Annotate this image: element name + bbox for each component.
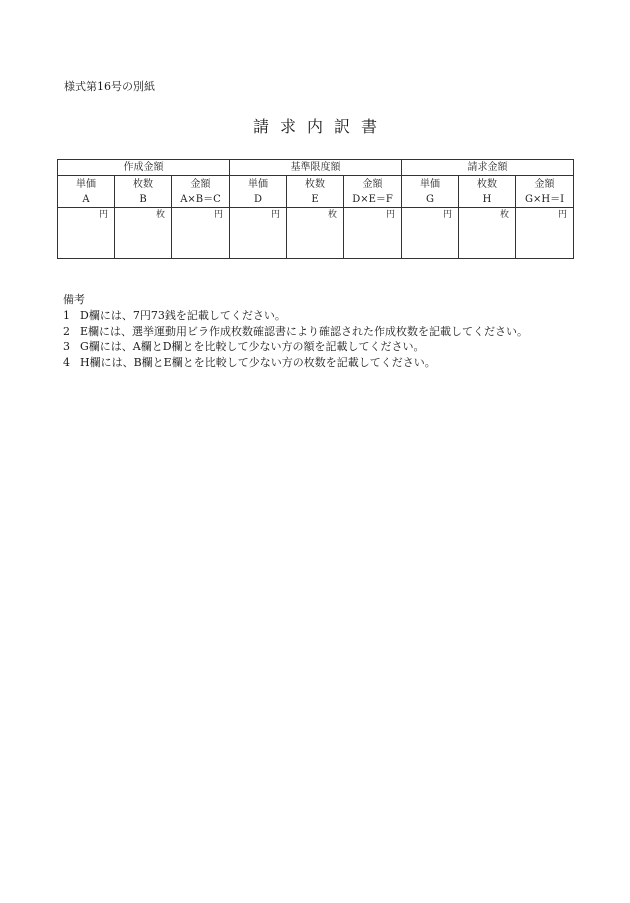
column-code: B xyxy=(139,193,147,205)
group-created-amount: 作成金額 xyxy=(58,160,230,176)
breakdown-table xyxy=(57,159,574,259)
column-name: 単価 xyxy=(76,178,96,190)
column-header xyxy=(58,176,115,208)
remark-item xyxy=(63,324,528,340)
remark-item xyxy=(63,355,528,371)
value-cell-c: 円 xyxy=(172,208,230,259)
value-cell-d: 円 xyxy=(230,208,287,259)
document-title: 請求内訳書 xyxy=(252,117,388,136)
group-header-row xyxy=(58,160,574,176)
group-claim-amount: 請求金額 xyxy=(402,160,574,176)
column-header xyxy=(402,176,459,208)
remark-item xyxy=(63,308,528,324)
remark-number: 4 xyxy=(63,355,70,369)
form-number: 様式第16号の別紙 xyxy=(64,80,155,93)
remark-number: 2 xyxy=(63,324,70,338)
remark-number: 1 xyxy=(63,309,70,322)
value-cell-a: 円 xyxy=(58,208,115,259)
column-header xyxy=(459,176,516,208)
column-name: 枚数 xyxy=(133,178,153,190)
value-cell-e: 枚 xyxy=(287,208,344,259)
value-cell-i: 円 xyxy=(516,208,574,259)
group-standard-limit: 基準限度額 xyxy=(230,160,402,176)
column-code: D×E＝F xyxy=(352,193,393,205)
column-code: A xyxy=(82,193,90,205)
column-header xyxy=(516,176,574,208)
remark-text: D欄には、7円73銭を記載してください。 xyxy=(80,309,286,322)
column-header xyxy=(230,176,287,208)
column-name: 金額 xyxy=(190,178,211,190)
column-code: H xyxy=(482,193,492,205)
remark-number: 3 xyxy=(63,340,70,353)
remark-text: G欄には、A欄とD欄とを比較して少ない方の額を記載してください。 xyxy=(80,340,425,353)
column-name: 枚数 xyxy=(477,178,498,190)
column-header xyxy=(287,176,344,208)
remark-text: H欄には、B欄とE欄とを比較して少ない方の枚数を記載してください。 xyxy=(80,355,436,369)
column-header xyxy=(344,176,402,208)
value-row xyxy=(58,208,574,259)
column-header-row xyxy=(58,176,574,208)
column-header xyxy=(172,176,230,208)
value-cell-f: 円 xyxy=(344,208,402,259)
column-code: A×B＝C xyxy=(180,193,221,205)
remark-item xyxy=(63,339,528,355)
remark-text: E欄には、選挙運動用ビラ作成枚数確認書により確認された作成枚数を記載してください。 xyxy=(80,324,529,338)
column-name: 単価 xyxy=(248,178,269,190)
column-code: E xyxy=(311,193,319,205)
column-name: 金額 xyxy=(534,178,555,190)
column-name: 金額 xyxy=(362,178,383,190)
column-code: D xyxy=(254,193,263,205)
column-code: G xyxy=(426,193,435,205)
remarks-section xyxy=(63,292,528,370)
column-name: 枚数 xyxy=(305,178,326,190)
value-cell-h: 枚 xyxy=(459,208,516,259)
column-code: G×H＝I xyxy=(525,193,565,205)
value-cell-g: 円 xyxy=(402,208,459,259)
value-cell-b: 枚 xyxy=(115,208,172,259)
remarks-heading: 備考 xyxy=(63,293,85,306)
column-name: 単価 xyxy=(420,178,441,190)
column-header xyxy=(115,176,172,208)
